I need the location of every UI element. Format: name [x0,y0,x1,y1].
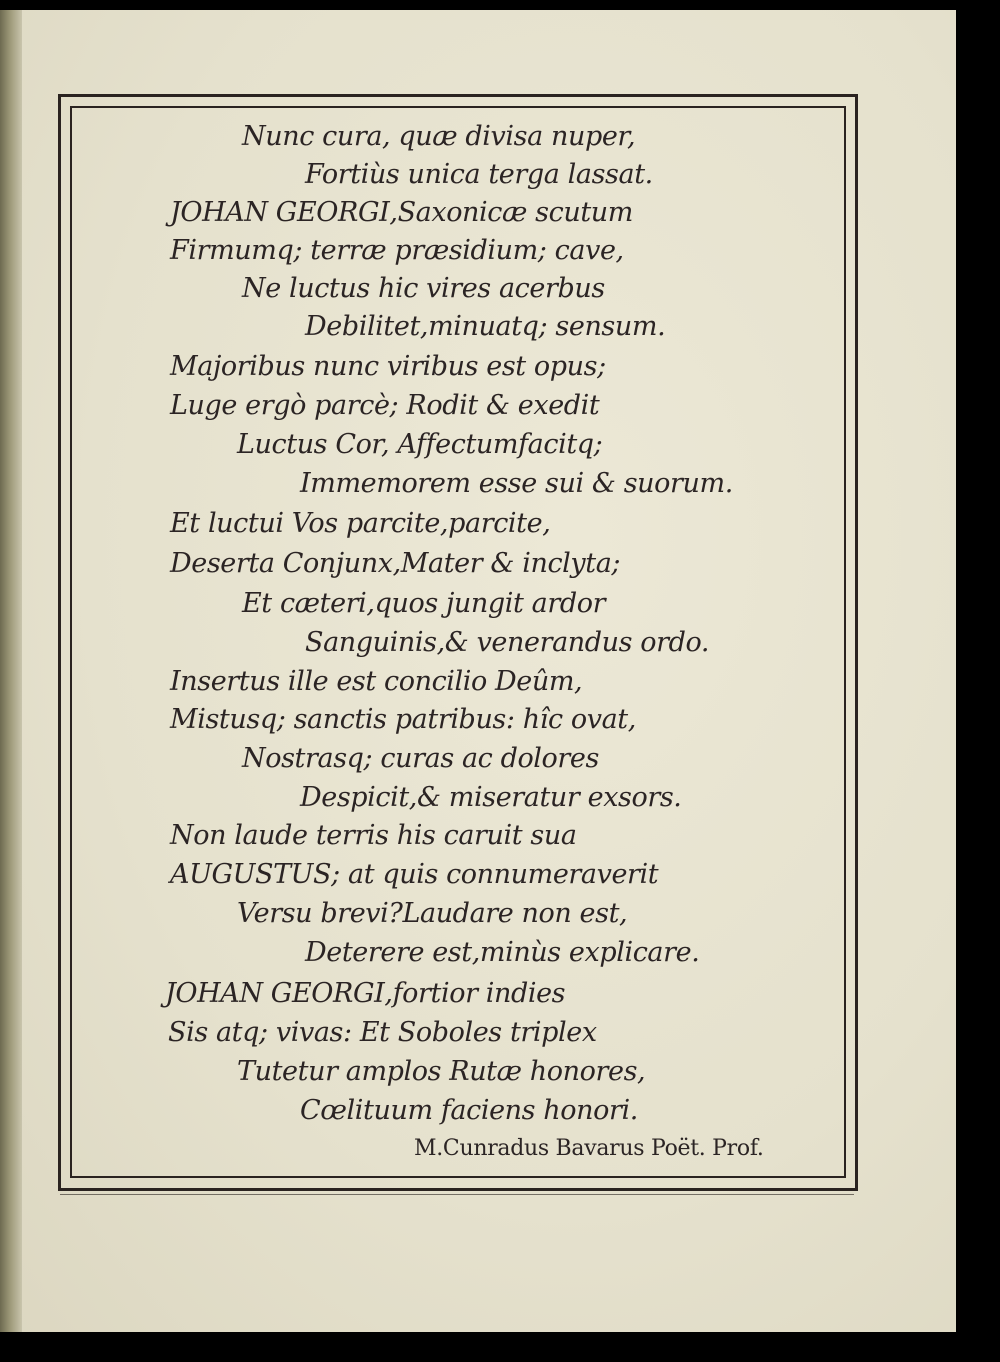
poem-line: JOHAN GEORGI,Saxonicæ scutum [170,197,633,228]
poem-line: Sis atq; vivas: Et Soboles triplex [168,1017,597,1048]
poem-line: Deserta Conjunx,Mater & inclyta; [170,548,621,579]
poem-line: Nunc cura, quæ divisa nuper, [242,121,636,152]
poem-line: Tutetur amplos Rutæ honores, [237,1056,646,1087]
poem-line: Fortiùs unica terga lassat. [305,159,653,190]
poem-line: Majoribus nunc viribus est opus; [170,351,606,382]
poem-line: Immemorem esse sui & suorum. [300,468,733,499]
poem-line: Non laude terris his caruit sua [170,820,577,851]
poem-line: Luctus Cor, Affectumfacitq; [237,429,603,460]
poem-line: Despicit,& miseratur exsors. [300,782,682,813]
poem-line: Debilitet,minuatq; sensum. [305,311,666,342]
poem-line: Deterere est,minùs explicare. [305,937,700,968]
poem-line: Firmumq; terræ præsidium; cave, [170,235,624,266]
poem-line: Nostrasq; curas ac dolores [242,743,599,774]
poem-line: AUGUSTUS; at quis connumeraverit [170,859,659,890]
poem-line: JOHAN GEORGI,fortior indies [165,978,566,1009]
poem-line: Luge ergò parcè; Rodit & exedit [170,390,600,421]
author-signature: M.Cunradus Bavarus Poët. Prof. [414,1136,764,1161]
poem-line: Versu brevi?Laudare non est, [237,898,628,929]
poem-line: Et luctui Vos parcite,parcite, [170,508,551,539]
poem-line: Et cæteri,quos jungit ardor [242,588,606,619]
poem-line: Insertus ille est concilio Deûm, [170,666,583,697]
poem-line: Ne luctus hic vires acerbus [242,273,605,304]
poem-line: Cœlituum faciens honori. [300,1095,638,1126]
poem-line: Mistusq; sanctis patribus: hîc ovat, [170,704,636,735]
poem-line: Sanguinis,& venerandus ordo. [305,627,710,658]
